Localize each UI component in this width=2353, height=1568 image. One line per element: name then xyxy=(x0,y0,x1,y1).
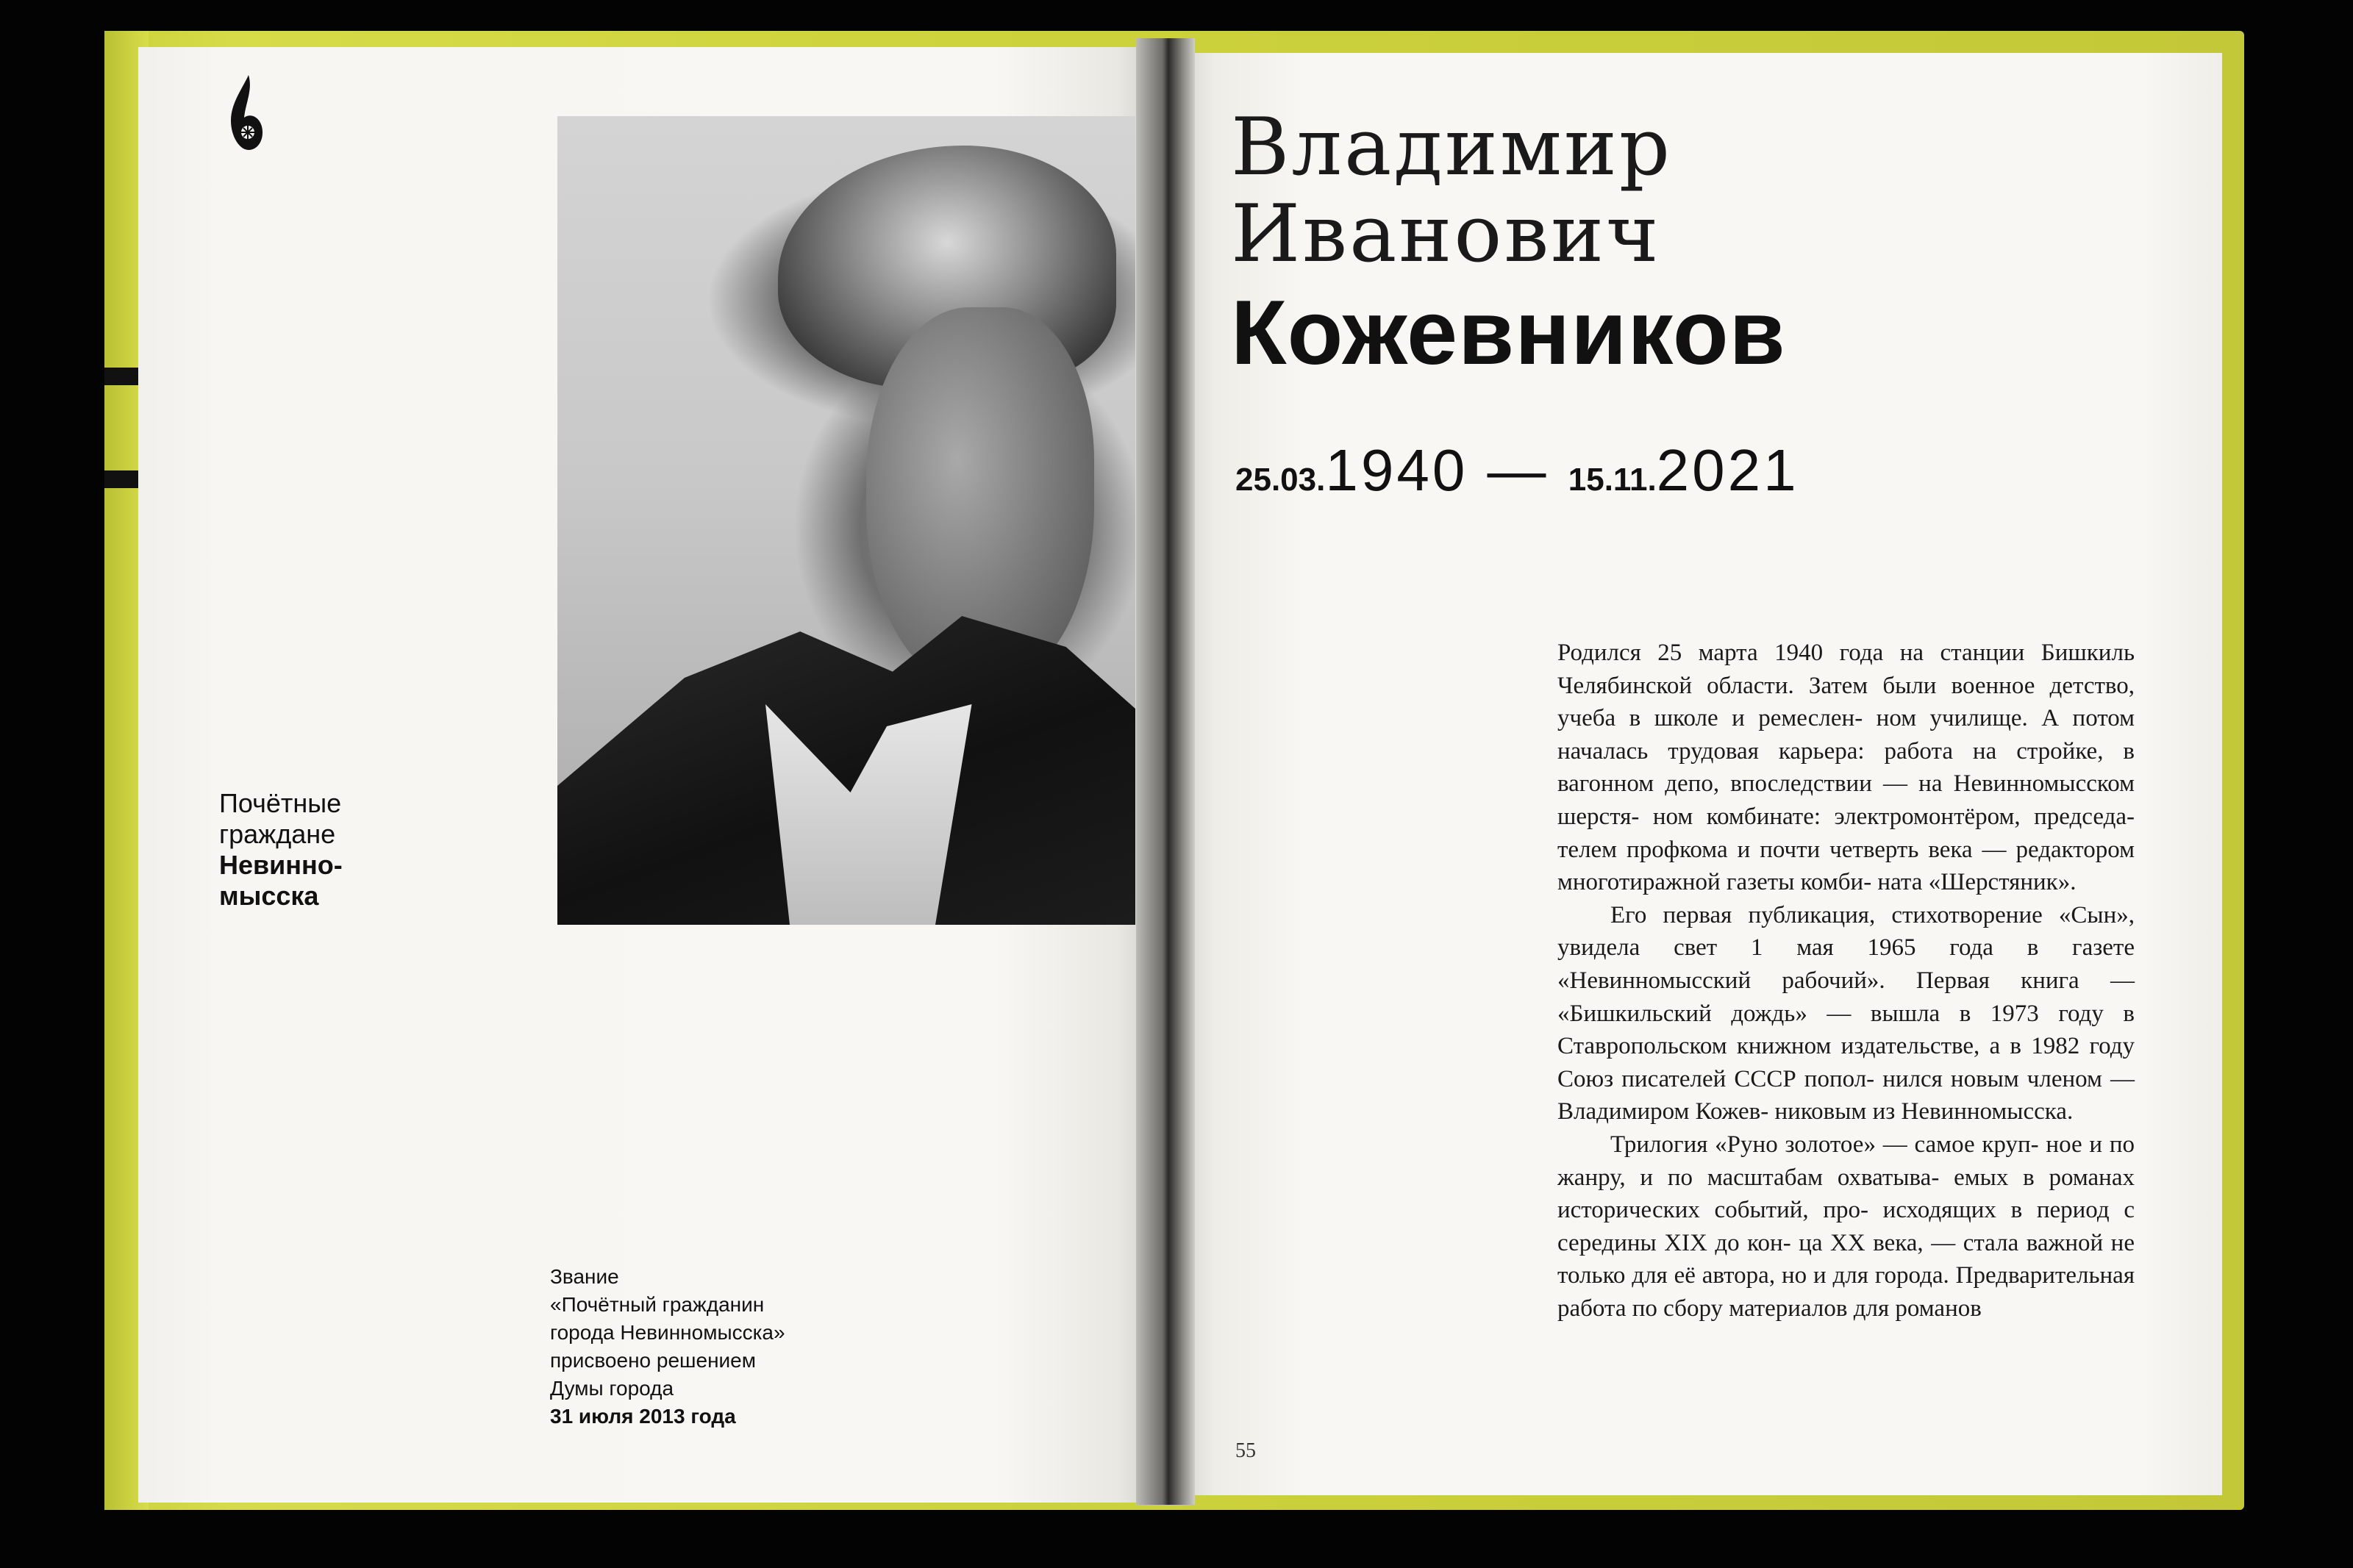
biography-paragraph: Родился 25 марта 1940 года на станции Бишкиль Челябинской области. Затем были военное детство, учеба в школе и ремеслен- ном училище. А потом началась трудовая карьера: работа на стройке, в вагонном депо, впоследствии — на Невинномысском шерстя- ном комбинате: электромонтёром, председа- телем профкома и почти четверть века — редактором многотиражной газеты комби- ната «Шерстяник». xyxy=(1557,640,2135,896)
biography-paragraph: Его первая публикация, стихотворение «Сын», увидела свет 1 мая 1965 года в газете «Невинномысский рабочий». Первая книга — «Бишкильский дождь» — вышла в 1973 году в Ставропольском книжном издательстве, а в 1982 году Союз писателей СССР попол- нился новым членом — Владимиром Кожев- никовым из Невинномысска. xyxy=(1557,901,2135,1125)
section-title-line: Почётные xyxy=(219,788,342,818)
honorary-title-note xyxy=(550,1263,785,1431)
date-dash: — xyxy=(1468,437,1568,503)
note-line: Звание xyxy=(550,1265,619,1288)
birth-daymonth: 25.03. xyxy=(1235,462,1326,498)
note-line: присвоено решением xyxy=(550,1349,756,1372)
birth-year: 1940 xyxy=(1325,437,1468,503)
portrait-photo xyxy=(557,116,1135,925)
note-line: «Почётный гражданин xyxy=(550,1293,765,1316)
surname: Кожевников xyxy=(1231,282,1786,384)
life-dates xyxy=(1235,437,1799,504)
section-title xyxy=(219,788,343,912)
book-gutter xyxy=(1136,38,1195,1505)
death-year: 2021 xyxy=(1656,437,1799,503)
page-number: 55 xyxy=(1235,1439,1256,1462)
note-line: города Невинномысска» xyxy=(550,1321,785,1344)
first-name: Владимир xyxy=(1231,101,1672,193)
note-line: Думы города xyxy=(550,1377,674,1400)
section-title-line: мысска xyxy=(219,881,319,911)
biography-paragraph: Трилогия «Руно золотое» — самое круп- ное и по жанру, и по масштабам охватыва- емых в романах исторических событий, про- исходящих в период с середины XIX до кон- ца XX века, — стала важной не только для её автора, но и для города. Предварительная работа по сбору материалов для романов xyxy=(1557,1131,2135,1322)
person-name xyxy=(1231,101,1786,388)
flame-book-icon xyxy=(221,74,272,154)
patronymic: Иванович xyxy=(1231,188,1661,280)
note-date: 31 июля 2013 года xyxy=(550,1405,736,1428)
biography-text xyxy=(1557,637,2135,1325)
section-title-line: Невинно- xyxy=(219,850,343,880)
death-daymonth: 15.11. xyxy=(1568,462,1657,498)
section-title-line: граждане xyxy=(219,819,336,849)
